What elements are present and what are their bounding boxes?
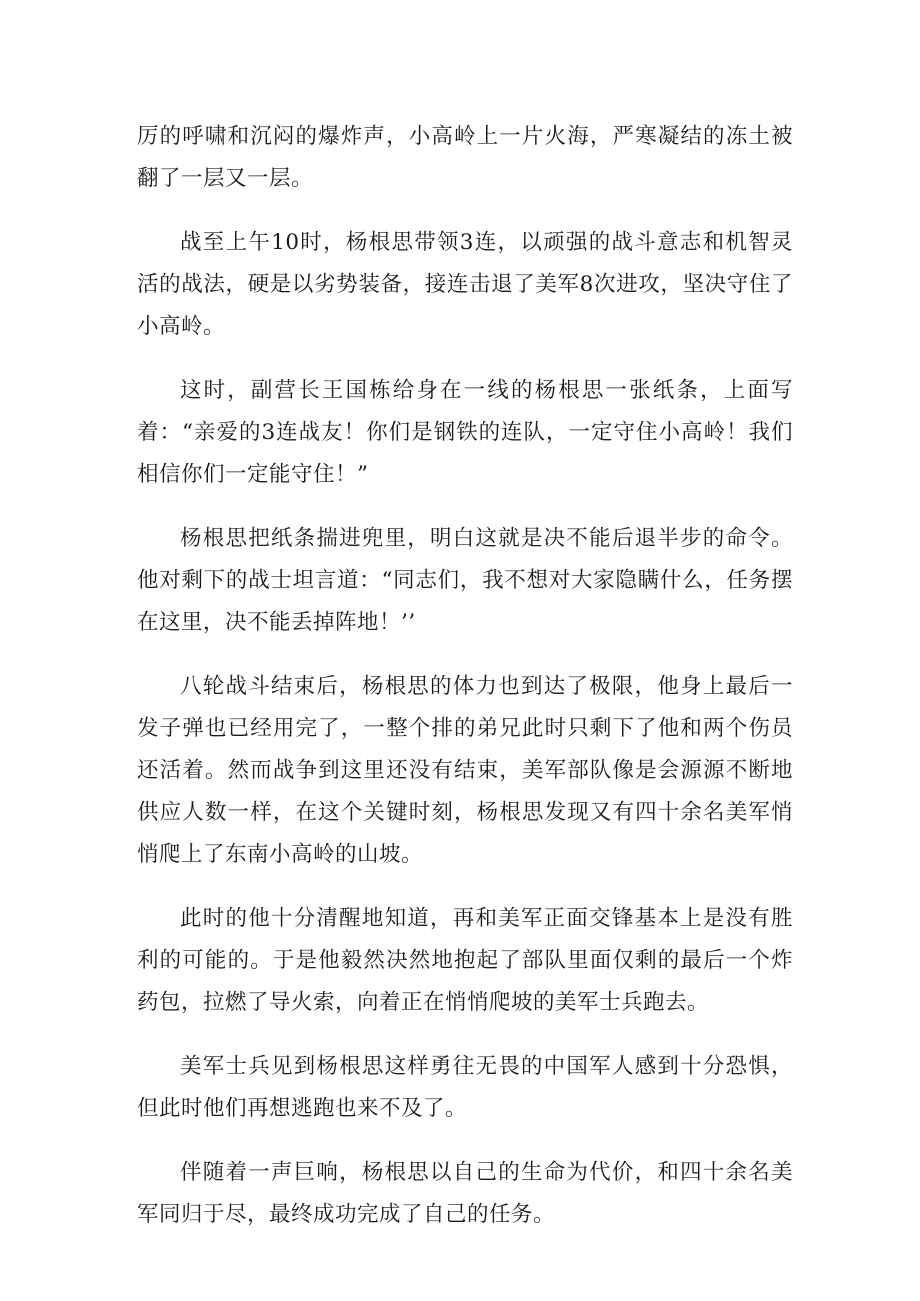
paragraph-4: 杨根思把纸条揣进兜里，明白这就是决不能后退半步的命令。他对剩下的战士坦言道：“同志们，我不想对大家隐瞒什么，任务摆在这里，决不能丢掉阵地！’’ (137, 526, 793, 635)
paragraph-5: 八轮战斗结束后，杨根思的体力也到达了极限，他身上最后一发子弹也已经用完了，一整个排的弟兄此时只剩下了他和两个伤员还活着。然而战争到这里还没有结束，美军部队像是会源源不断地供应人数一样，在这个关键时刻，杨根思发现又有四十余名美军悄悄爬上了东南小高岭的山坡。 (137, 674, 793, 867)
paragraph-6: 此时的他十分清醒地知道，再和美军正面交锋基本上是没有胜利的可能的。于是他毅然决然地抱起了部队里面仅剩的最后一个炸药包，拉燃了导火索，向着正在悄悄爬坡的美军士兵跑去。 (137, 906, 793, 1015)
paragraph-2: 战至上午10时，杨根思带领3连，以顽强的战斗意志和机智灵活的战法，硬是以劣势装备，接连击退了美军8次进攻，坚决守住了小高岭。 (137, 230, 793, 339)
paragraph-8: 伴随着一声巨响，杨根思以自己的生命为代价，和四十余名美军同归于尽，最终成功完成了自己的任务。 (137, 1160, 793, 1227)
paragraph-1: 厉的呼啸和沉闷的爆炸声，小高岭上一片火海，严寒凝结的冻土被翻了一层又一层。 (137, 124, 793, 191)
document-body (137, 116, 793, 1258)
paragraph-3: 这时，副营长王国栋给身在一线的杨根思一张纸条，上面写着：“亲爱的3连战友！你们是钢铁的连队，一定守住小高岭！我们相信你们一定能守住！” (137, 378, 793, 487)
paragraph-7: 美军士兵见到杨根思这样勇往无畏的中国军人感到十分恐惧，但此时他们再想逃跑也来不及了。 (137, 1054, 793, 1121)
